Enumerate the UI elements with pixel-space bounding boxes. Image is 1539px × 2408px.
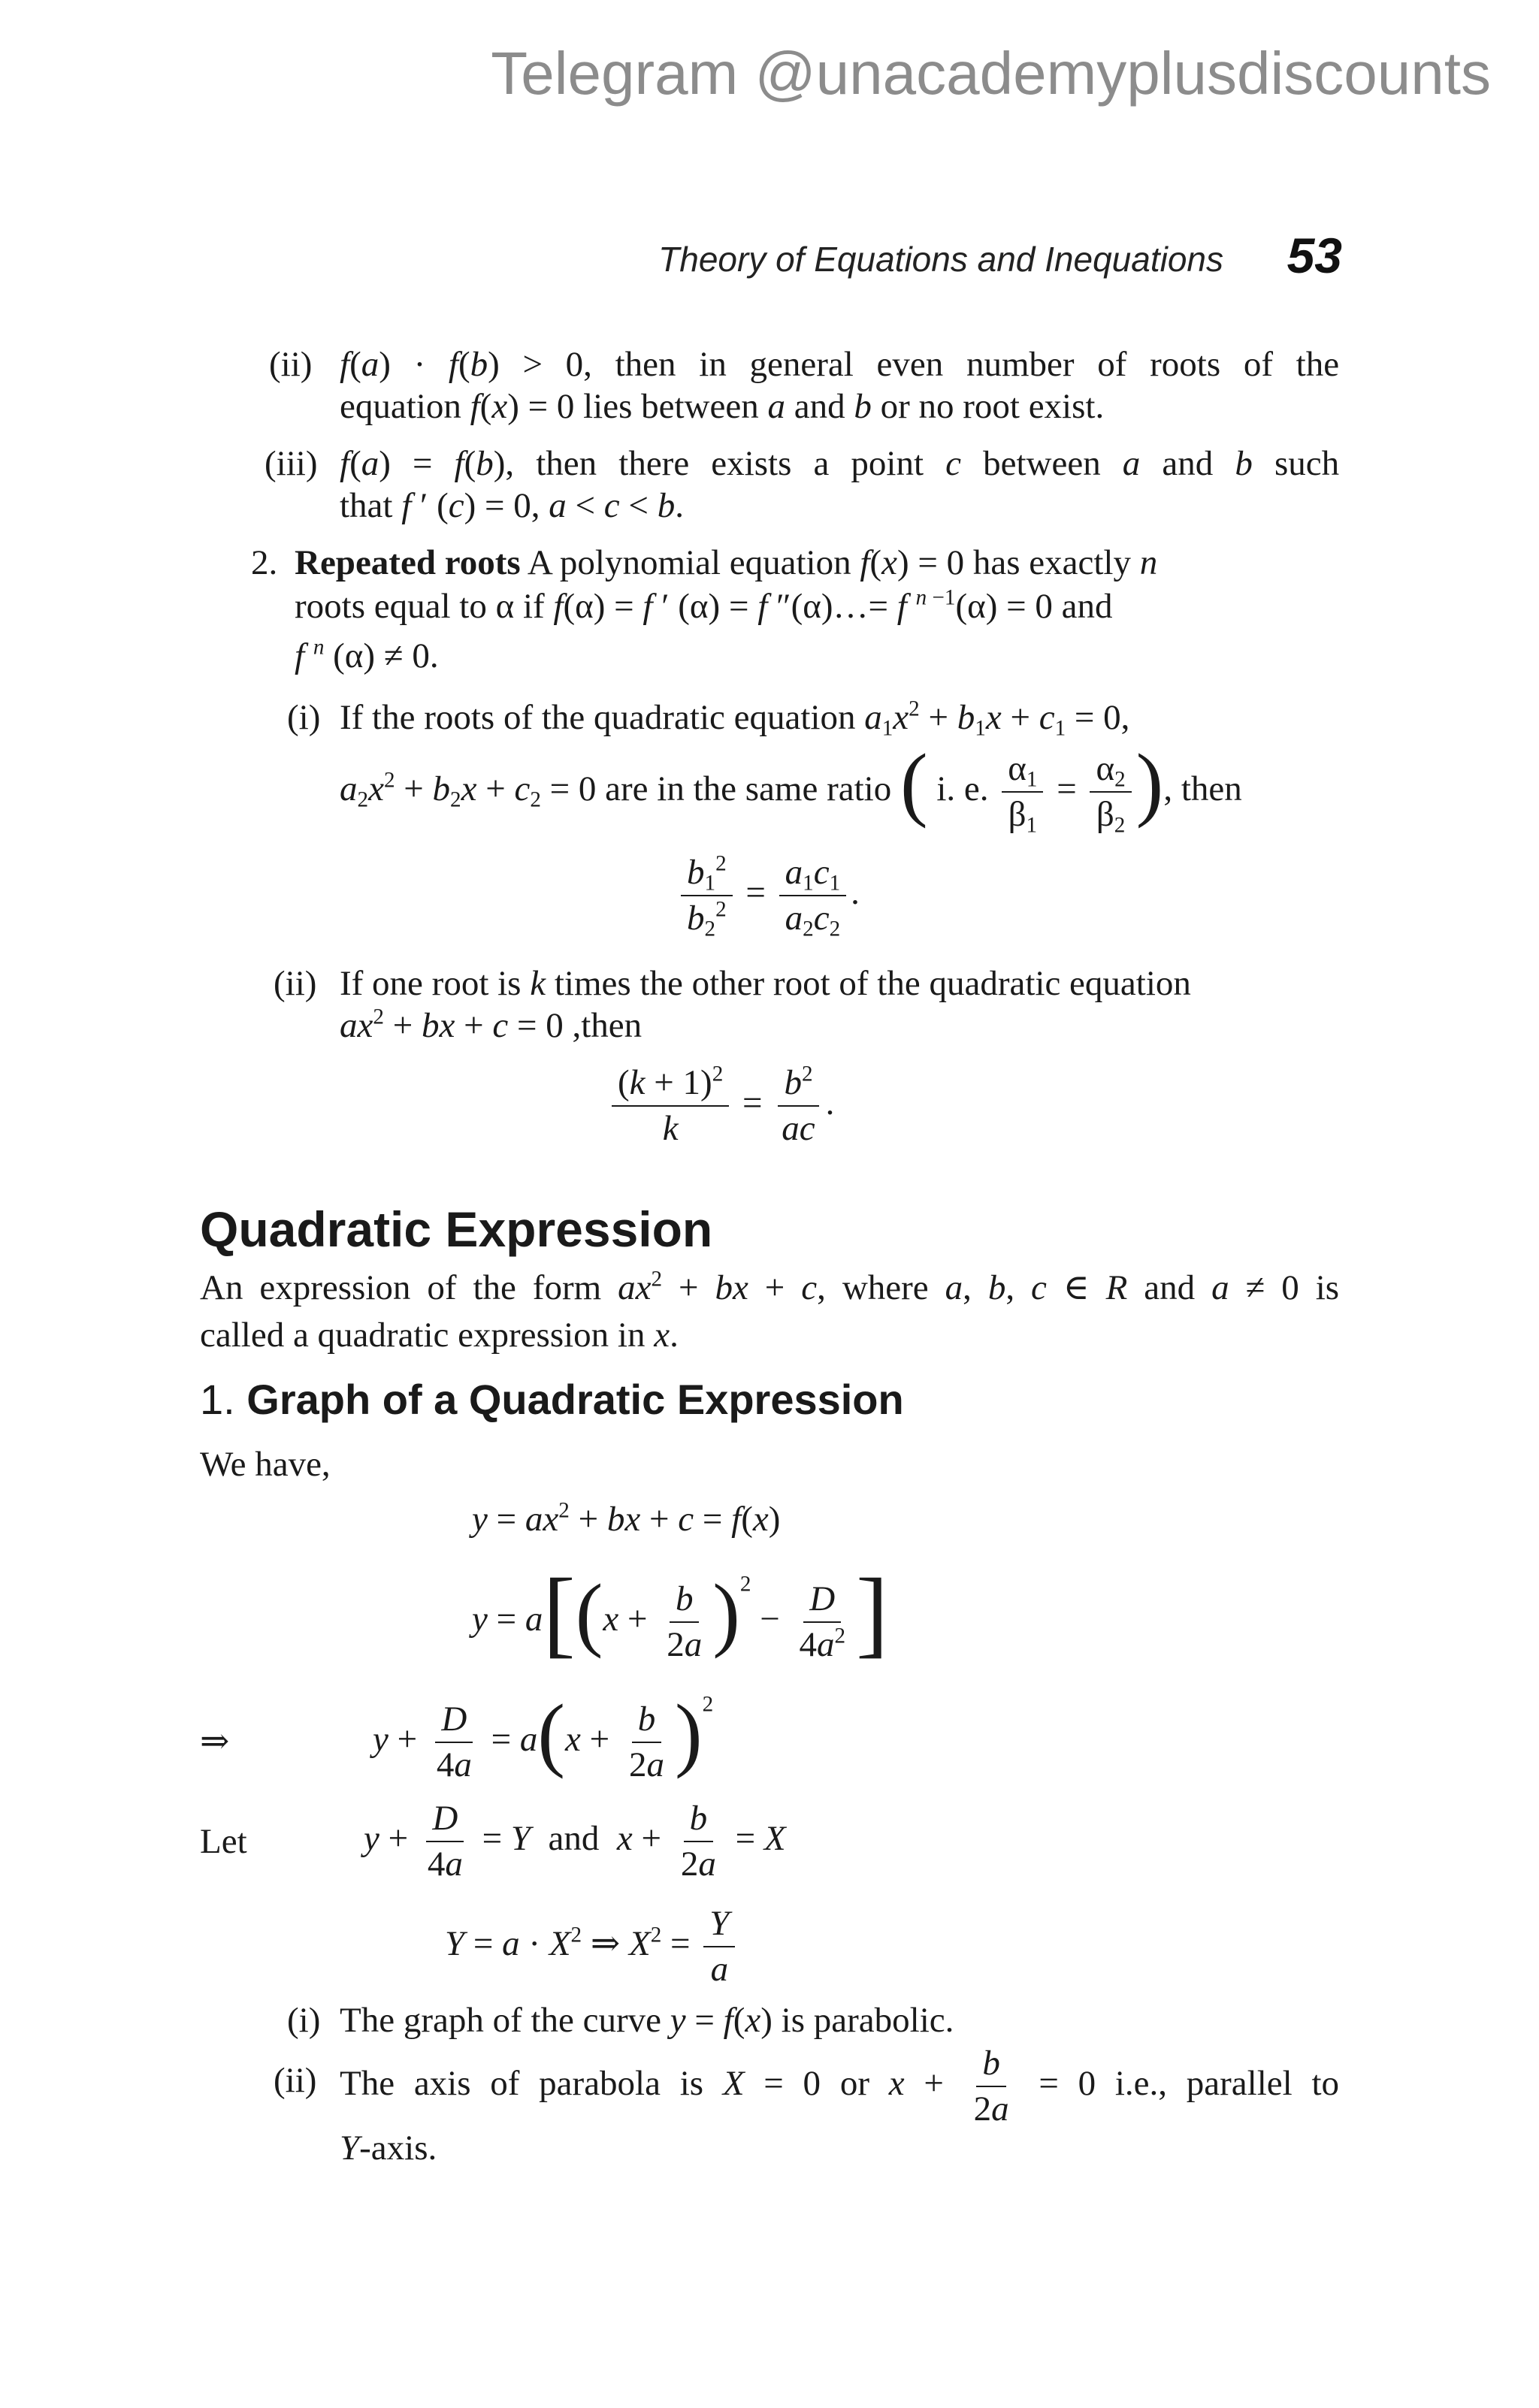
watermark: Telegram @unacademyplusdiscounts [491,40,1491,107]
item-iii-line2: that f ′ (c) = 0, a < c < b. [340,486,684,525]
equation-k: $\frac{(k + 1)^2}{k}$ = $\frac{b^2}{ac}$ . [607,1058,834,1149]
section-heading: Quadratic Expression [200,1201,713,1257]
section-2-title: Repeated roots [295,543,521,582]
item-ii-label: (ii) [269,345,313,384]
item-iii-line1: f(a) = f(b), then there exists a point c between a and b such [340,444,1339,483]
section-2-line1: Repeated roots A polynomial equation f(x) = 0 has exactly n [295,543,1158,582]
sub-ii-label: (ii) [274,964,317,1003]
sub-i-line1: If the roots of the quadratic equation $a_1x^2 + b_1x + c_1 = 0$, [340,696,1130,741]
equation-y-3: y + $\frac{D}{4a}$ = a(x + $\frac{b}{2a}$ )$^2$ [373,1687,714,1785]
equation-let: y + $\frac{D}{4a}$ = Y and x + $\frac{b}{2a}$ = X [364,1798,786,1884]
equation-y-2: y = a[(x + $\frac{b}{2a}$ )$^2$ − $\frac{D}{4a^2}$ ] [472,1559,889,1667]
section-intro-line2: called a quadratic expression in x. [200,1316,679,1355]
graph-ii-end: Y-axis. [340,2129,437,2168]
running-title: Theory of Equations and Inequations [658,240,1223,279]
sub-ii-line2: $ax^2$ + bx + c = 0 ,then [340,1005,643,1045]
let-label: Let [200,1822,247,1861]
item-ii-line1: f(a) · f(b) > 0, then in general even number of roots of the [340,345,1339,384]
equation-y-1: $y = ax^2$ + bx + c = f(x) [472,1498,781,1539]
graph-ii-text: The axis of parabola is X = 0 or x + $\frac{b}{2a}$ = 0 i.e., parallel to [340,2043,1339,2129]
section-2-line2: roots equal to α if f(α) = f ′ (α) = f ″(α)…= f $^{n -1}$(α) = 0 and [295,585,1113,626]
page-number: 53 [1287,228,1342,283]
we-have: We have, [200,1445,331,1484]
graph-i-label: (i) [287,2001,321,2040]
sub-ii-line1: If one root is k times the other root of the quadratic equation [340,964,1191,1003]
item-iii-label: (iii) [265,444,318,483]
section-2-number: 2. [251,543,278,582]
section-2-line3: f $^n$ (α) ≠ 0. [295,635,439,675]
equation-ratio: $\frac{b_1^2}{b_2^2}$ = $\frac{a_1c_1}{a_2c_2}$ . [676,847,860,938]
graph-i-text: The graph of the curve y = f(x) is parabolic. [340,2001,954,2040]
item-ii-line2: equation f(x) = 0 lies between a and b or no root exist. [340,387,1105,426]
graph-ii-label: (ii) [274,2061,317,2100]
sub-i-line2: $a_2x^2 + b_2x + c_2 = 0$ are in the same ratio ( i. e. $\frac{\alpha_1}{\beta_1}$ = $\frac{\alpha_2}{\beta_2}$ ), then [340,737,1242,838]
sub-i-label: (i) [287,698,321,737]
subsection-heading: 1. Graph of a Quadratic Expression [200,1376,904,1423]
implies-symbol: ⇒ [200,1722,230,1761]
equation-Y: $Y = a \cdot X^2$ ⇒ $X^2$ = $\frac{Y}{a}$ [445,1895,739,1993]
section-intro-line1: An expression of the form $ax^2$ + bx + c, where a, b, c ∈ R and a ≠ 0 is [200,1267,1339,1307]
